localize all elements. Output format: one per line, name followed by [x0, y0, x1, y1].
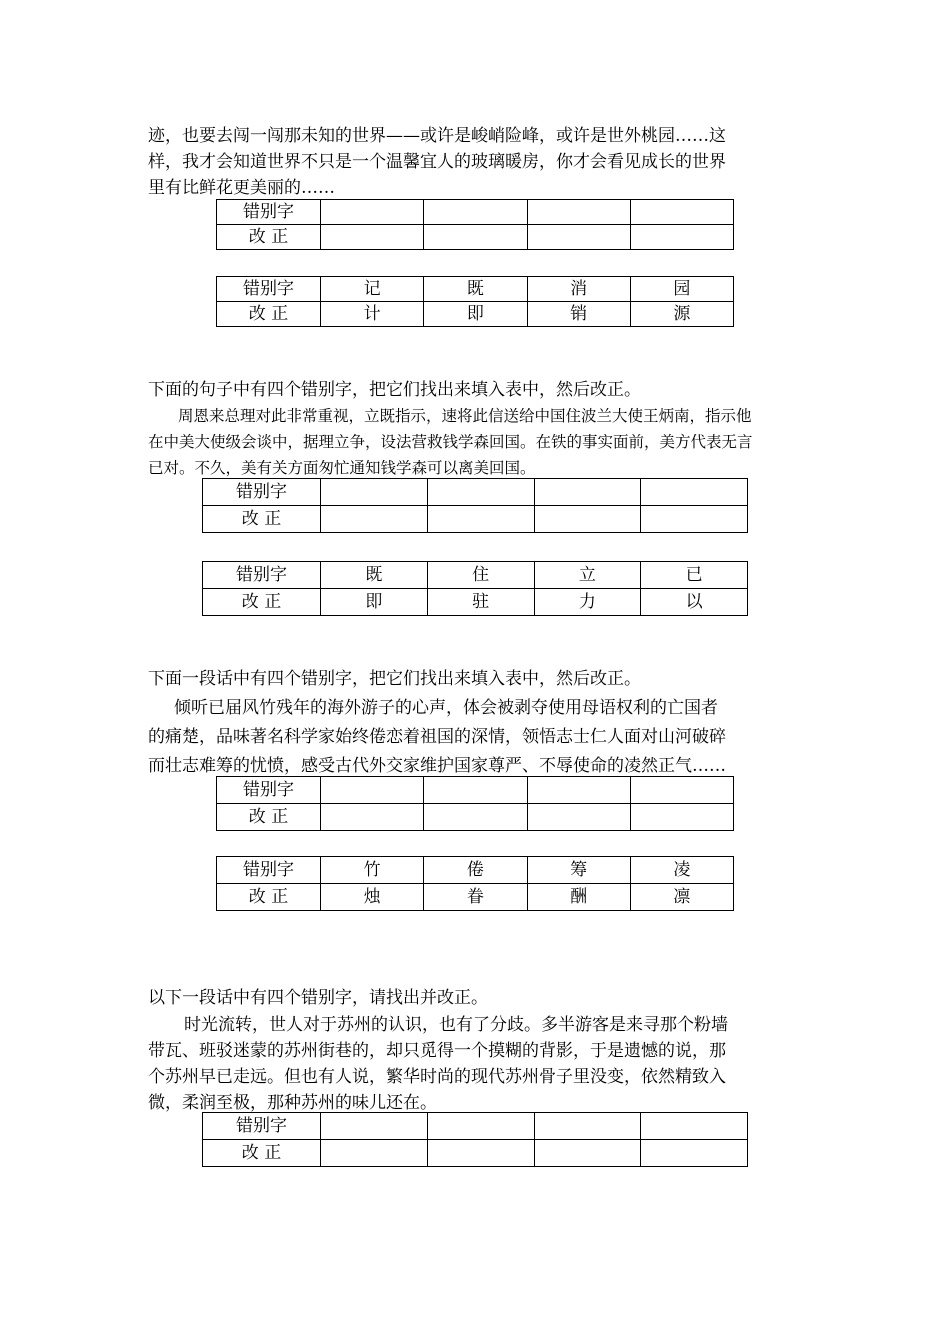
instruction-text: 以下一段话中有四个错别字，请找出并改正。 [148, 988, 488, 1008]
wrong-char-cell: 已 [641, 562, 748, 589]
passage-line: 而壮志难筹的忧愤，感受古代外交家维护国家尊严、不辱使命的凌然正气…… [148, 756, 726, 776]
blank-cell[interactable] [630, 200, 733, 225]
passage-4 [148, 1012, 808, 1116]
blank-cell[interactable] [321, 1140, 428, 1167]
passage-line: 倾听已届风竹残年的海外游子的心声，体会被剥夺使用母语权利的亡国者 [174, 698, 718, 718]
blank-cell[interactable] [427, 1140, 534, 1167]
blank-cell[interactable] [321, 200, 424, 225]
row-label-wrong: 错别字 [217, 777, 321, 804]
passage-line: 周恩来总理对此非常重视，立既指示，速将此信送给中国住波兰大使王炳南，指示他 [178, 407, 752, 425]
row-label-correct: 改 正 [203, 1140, 321, 1167]
table-row [217, 804, 734, 831]
wrong-char-cell: 园 [630, 277, 733, 302]
passage-line: 里有比鲜花更美丽的…… [148, 178, 335, 198]
blank-cell[interactable] [427, 506, 534, 533]
passage-line: 时光流转，世人对于苏州的认识，也有了分歧。多半游客是来寻那个粉墙 [184, 1015, 728, 1035]
blank-cell[interactable] [427, 479, 534, 506]
table-row [203, 1113, 748, 1140]
passage-line: 个苏州早已走远。但也有人说，繁华时尚的现代苏州骨子里没变，依然精致入 [148, 1067, 726, 1087]
correct-char-cell: 力 [534, 589, 641, 616]
blank-cell[interactable] [534, 479, 641, 506]
correct-char-cell: 销 [527, 302, 630, 327]
table-row [203, 479, 748, 506]
blank-cell[interactable] [527, 225, 630, 250]
row-label-wrong: 错别字 [203, 1113, 321, 1140]
correct-char-cell: 眷 [424, 884, 527, 911]
wrong-char-cell: 立 [534, 562, 641, 589]
passage-line: 迹，也要去闯一闯那未知的世界——或许是峻峭险峰，或许是世外桃园……这 [148, 126, 726, 146]
blank-cell[interactable] [527, 804, 630, 831]
row-label-correct: 改 正 [217, 804, 321, 831]
row-label-correct: 改 正 [217, 302, 321, 327]
blank-cell[interactable] [321, 506, 428, 533]
table-row [217, 277, 734, 302]
row-label-wrong: 错别字 [203, 562, 321, 589]
blank-cell[interactable] [424, 804, 527, 831]
wrong-char-cell: 既 [424, 277, 527, 302]
table-row [217, 225, 734, 250]
table-row [203, 589, 748, 616]
question-2 [148, 377, 808, 403]
wrong-char-cell: 住 [427, 562, 534, 589]
blank-cell[interactable] [630, 777, 733, 804]
question-4 [148, 985, 808, 1011]
table-row [217, 302, 734, 327]
blank-cell[interactable] [321, 1113, 428, 1140]
blank-cell[interactable] [641, 506, 748, 533]
answer-table-2 [202, 561, 748, 616]
table-row [217, 884, 734, 911]
blank-cell[interactable] [641, 1140, 748, 1167]
blank-answer-table-1 [216, 199, 734, 250]
correct-char-cell: 凛 [630, 884, 733, 911]
wrong-char-cell: 筹 [527, 857, 630, 884]
question-3 [148, 666, 808, 692]
blank-cell[interactable] [427, 1113, 534, 1140]
blank-cell[interactable] [527, 777, 630, 804]
answer-table-3 [216, 856, 734, 911]
correct-char-cell: 即 [321, 589, 428, 616]
instruction-text: 下面一段话中有四个错别字，把它们找出来填入表中，然后改正。 [148, 669, 641, 689]
row-label-correct: 改 正 [203, 589, 321, 616]
row-label-wrong: 错别字 [217, 277, 321, 302]
instruction-text: 下面的句子中有四个错别字，把它们找出来填入表中，然后改正。 [148, 380, 641, 400]
passage-line: 在中美大使级会谈中，据理立争，设法营救钱学森回国。在铁的事实面前，美方代表无言 [148, 433, 753, 451]
passage-3 [148, 694, 808, 781]
blank-answer-table-4 [202, 1112, 748, 1167]
wrong-char-cell: 倦 [424, 857, 527, 884]
blank-cell[interactable] [534, 506, 641, 533]
blank-cell[interactable] [321, 479, 428, 506]
table-row [217, 777, 734, 804]
row-label-correct: 改 正 [217, 884, 321, 911]
blank-cell[interactable] [321, 777, 424, 804]
correct-char-cell: 即 [424, 302, 527, 327]
answer-table-1 [216, 276, 734, 327]
blank-cell[interactable] [321, 225, 424, 250]
passage-line: 已对。不久，美有关方面匆忙通知钱学森可以离美回国。 [148, 459, 536, 477]
row-label-wrong: 错别字 [203, 479, 321, 506]
correct-char-cell: 驻 [427, 589, 534, 616]
table-row [217, 857, 734, 884]
blank-cell[interactable] [424, 200, 527, 225]
passage-line: 样，我才会知道世界不只是一个温馨宜人的玻璃暖房，你才会看见成长的世界 [148, 152, 726, 172]
correct-char-cell: 以 [641, 589, 748, 616]
table-row [203, 1140, 748, 1167]
wrong-char-cell: 凌 [630, 857, 733, 884]
blank-cell[interactable] [630, 225, 733, 250]
wrong-char-cell: 既 [321, 562, 428, 589]
table-row [203, 562, 748, 589]
blank-cell[interactable] [534, 1113, 641, 1140]
row-label-wrong: 错别字 [217, 857, 321, 884]
passage-line: 微，柔润至极，那种苏州的味儿还在。 [148, 1093, 437, 1113]
passage-1 [148, 123, 808, 201]
blank-cell[interactable] [641, 479, 748, 506]
blank-cell[interactable] [424, 777, 527, 804]
blank-answer-table-3 [216, 776, 734, 831]
correct-char-cell: 烛 [321, 884, 424, 911]
correct-char-cell: 计 [321, 302, 424, 327]
correct-char-cell: 源 [630, 302, 733, 327]
row-label-wrong: 错别字 [217, 200, 321, 225]
passage-line: 的痛楚，品味著名科学家始终倦恋着祖国的深情，领悟志士仁人面对山河破碎 [148, 727, 726, 747]
passage-2 [148, 403, 808, 481]
blank-cell[interactable] [424, 225, 527, 250]
blank-cell[interactable] [534, 1140, 641, 1167]
row-label-correct: 改 正 [203, 506, 321, 533]
passage-line: 带瓦、班驳迷蒙的苏州街巷的，却只觅得一个摸糊的背影，于是遗憾的说，那 [148, 1041, 726, 1061]
table-row [217, 200, 734, 225]
blank-cell[interactable] [527, 200, 630, 225]
blank-cell[interactable] [641, 1113, 748, 1140]
blank-cell[interactable] [321, 804, 424, 831]
row-label-correct: 改 正 [217, 225, 321, 250]
wrong-char-cell: 竹 [321, 857, 424, 884]
blank-cell[interactable] [630, 804, 733, 831]
blank-answer-table-2 [202, 478, 748, 533]
wrong-char-cell: 消 [527, 277, 630, 302]
table-row [203, 506, 748, 533]
wrong-char-cell: 记 [321, 277, 424, 302]
correct-char-cell: 酬 [527, 884, 630, 911]
